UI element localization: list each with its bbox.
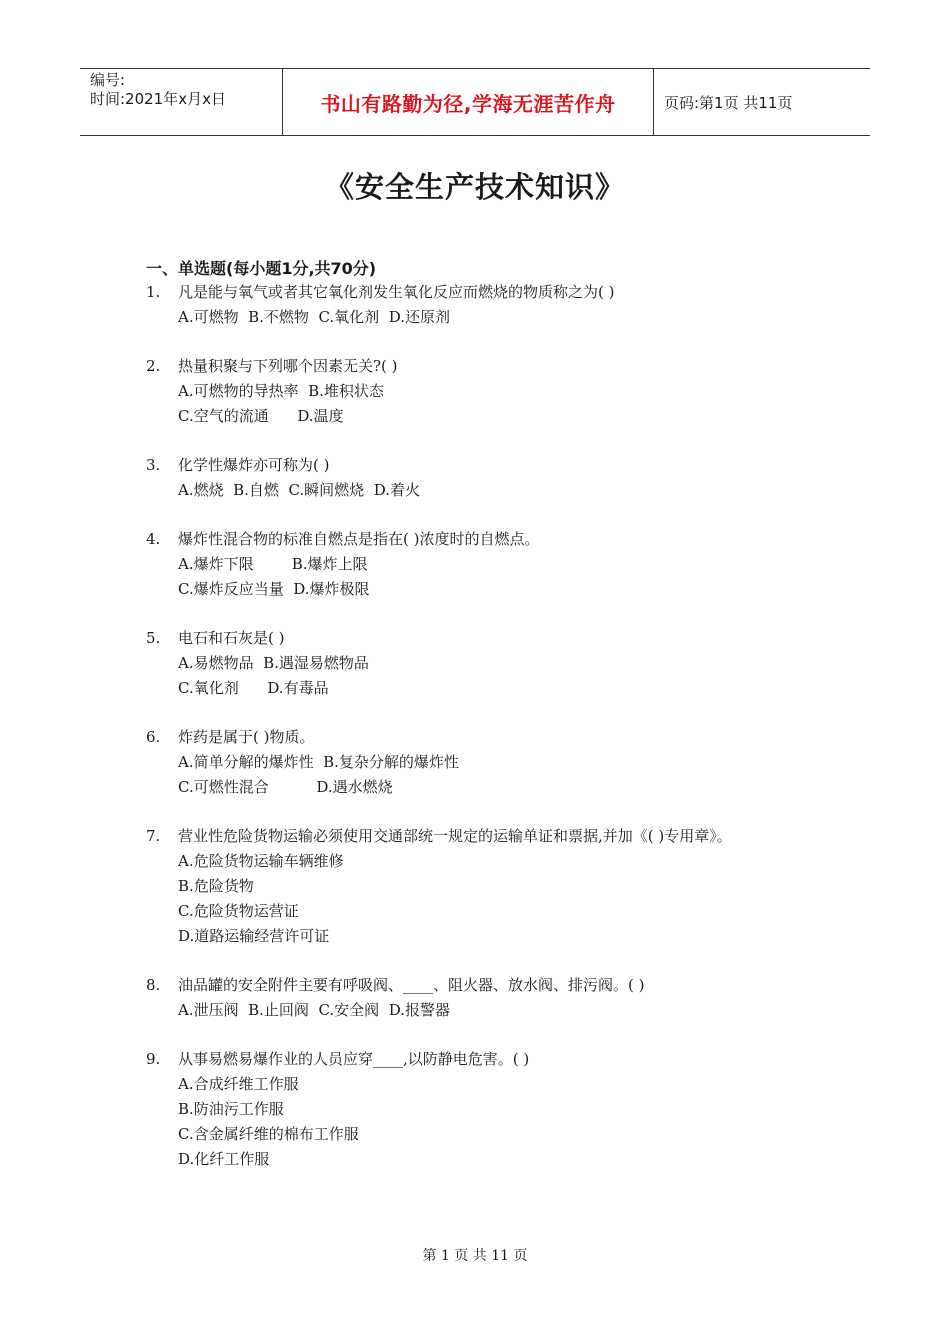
- question-text: 从事易燃易爆作业的人员应穿____,以防静电危害。( ): [178, 1050, 530, 1068]
- question-text: 电石和石灰是( ): [178, 629, 285, 647]
- question-options: B.危险货物: [178, 877, 254, 895]
- time-label: 时间:2021年x月x日: [90, 90, 226, 108]
- question-list: [146, 280, 816, 1196]
- question-item: [146, 725, 816, 800]
- number-label: 编号:: [90, 71, 126, 89]
- section-heading: 一、单选题(每小题1分,共70分): [146, 259, 377, 278]
- question-options: A.燃烧 B.自燃 C.瞬间燃烧 D.着火: [178, 481, 420, 499]
- question-number: 1.: [146, 283, 161, 301]
- question-options: A.爆炸下限 B.爆炸上限: [178, 555, 368, 573]
- question-number: 5.: [146, 629, 161, 647]
- question-options: B.防油污工作服: [178, 1100, 284, 1118]
- question-item: [146, 527, 816, 602]
- question-item: [146, 824, 816, 949]
- header-motto-cell: [282, 69, 654, 135]
- question-options: C.空气的流通 D.温度: [178, 407, 344, 425]
- question-text: 化学性爆炸亦可称为( ): [178, 456, 330, 474]
- question-options: C.氧化剂 D.有毒品: [178, 679, 329, 697]
- question-item: [146, 453, 816, 503]
- question-item: [146, 1047, 816, 1172]
- question-options: A.简单分解的爆炸性 B.复杂分解的爆炸性: [178, 753, 459, 771]
- question-item: [146, 626, 816, 701]
- question-options: D.道路运输经营许可证: [178, 927, 330, 945]
- question-number: 6.: [146, 728, 161, 746]
- question-number: 9.: [146, 1050, 161, 1068]
- question-options: A.可燃物的导热率 B.堆积状态: [178, 382, 384, 400]
- question-number: 2.: [146, 357, 161, 375]
- question-item: [146, 280, 816, 330]
- question-text: 凡是能与氧气或者其它氧化剂发生氧化反应而燃烧的物质称之为( ): [178, 283, 615, 301]
- document-title: 《安全生产技术知识》: [324, 170, 625, 204]
- question-options: A.合成纤维工作服: [178, 1075, 299, 1093]
- question-number: 4.: [146, 530, 161, 548]
- question-options: A.易燃物品 B.遇湿易燃物品: [178, 654, 369, 672]
- question-text: 爆炸性混合物的标准自燃点是指在( )浓度时的自燃点。: [178, 530, 540, 548]
- page-footer: 第 1 页 共 11 页: [422, 1248, 528, 1264]
- question-text: 油品罐的安全附件主要有呼吸阀、____、阻火器、放水阀、排污阀。( ): [178, 976, 645, 994]
- question-item: [146, 354, 816, 429]
- question-options: C.危险货物运营证: [178, 902, 299, 920]
- question-number: 3.: [146, 456, 161, 474]
- header-page-cell: [654, 69, 870, 135]
- question-text: 营业性危险货物运输必须使用交通部统一规定的运输单证和票据,并加《( )专用章》。: [178, 827, 732, 845]
- question-options: A.可燃物 B.不燃物 C.氧化剂 D.还原剂: [178, 308, 450, 326]
- question-number: 7.: [146, 827, 161, 845]
- question-number: 8.: [146, 976, 161, 994]
- header-left-cell: [80, 69, 282, 135]
- question-options: A.危险货物运输车辆维修: [178, 852, 344, 870]
- question-options: C.含金属纤维的棉布工作服: [178, 1125, 359, 1143]
- question-text: 热量积聚与下列哪个因素无关?( ): [178, 357, 398, 375]
- question-text: 炸药是属于( )物质。: [178, 728, 315, 746]
- question-item: [146, 973, 816, 1023]
- question-options: D.化纤工作服: [178, 1150, 270, 1168]
- header-table: [80, 68, 870, 136]
- question-options: C.可燃性混合 D.遇水燃烧: [178, 778, 393, 796]
- page-info: 页码:第1页 共11页: [664, 93, 793, 112]
- question-options: A.泄压阀 B.止回阀 C.安全阀 D.报警器: [178, 1001, 450, 1019]
- motto-text: 书山有路勤为径,学海无涯苦作舟: [320, 91, 616, 116]
- question-options: C.爆炸反应当量 D.爆炸极限: [178, 580, 370, 598]
